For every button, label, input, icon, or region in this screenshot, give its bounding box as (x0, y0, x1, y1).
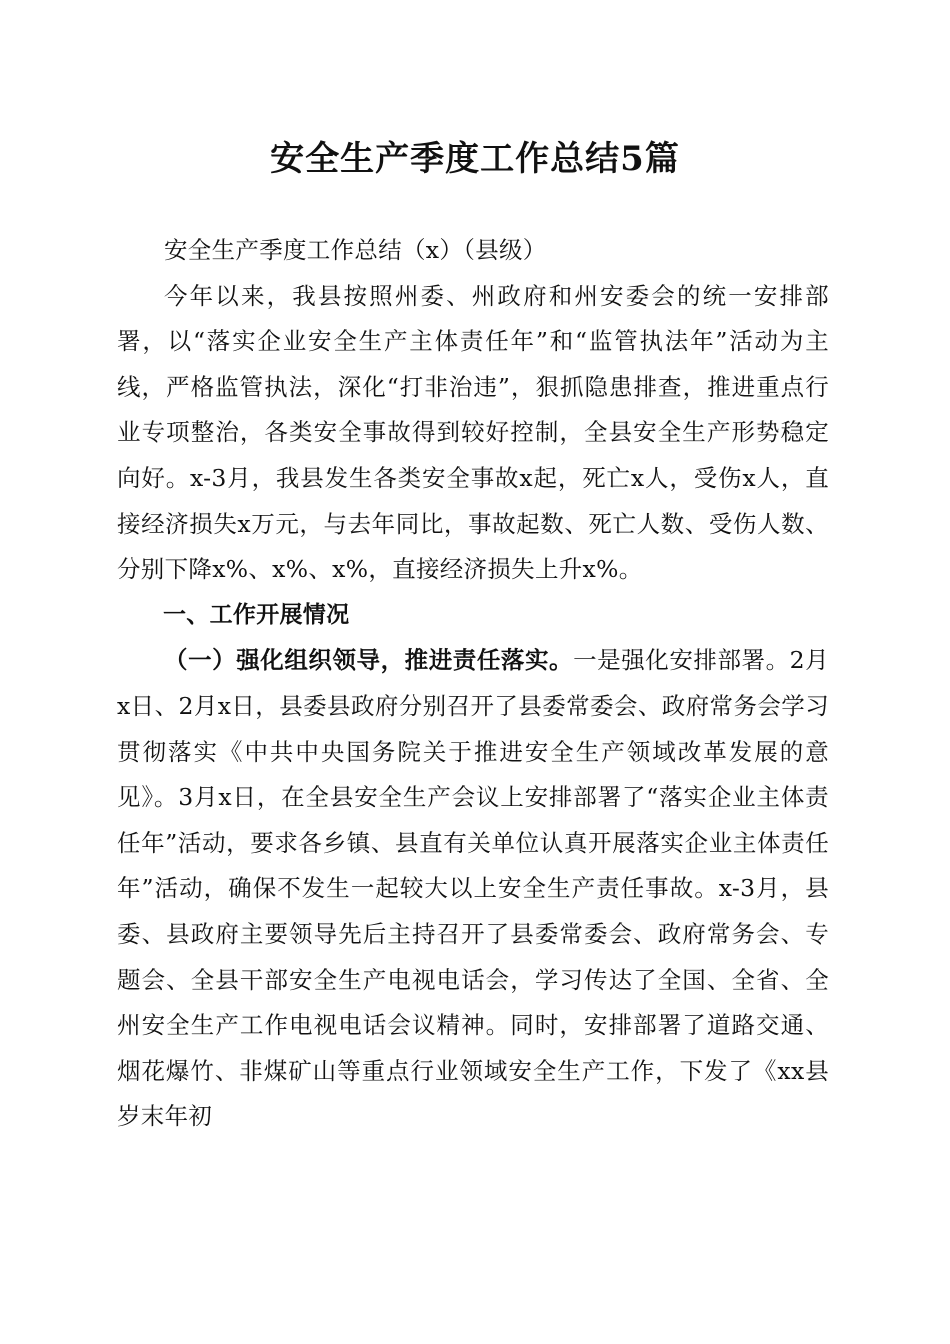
paragraph-section1-sub1 (117, 638, 829, 1140)
document-title: 安全生产季度工作总结5篇 (270, 139, 680, 179)
section-heading: 一、工作开展情况 (163, 601, 350, 628)
document-subtitle: 安全生产季度工作总结（x）（县级） (164, 236, 547, 264)
subsection-heading: （一）强化组织领导，推进责任落实。 (164, 646, 574, 675)
document-body (117, 228, 829, 1140)
paragraph-intro: 今年以来，我县按照州委、州政府和州安委会的统一安排部署，以“落实企业安全生产主体责任年”和“监管执法年”活动为主线，严格监管执法，深化“打非治违”，狠抓隐患排查，推进重点行业专项整治，各类安全事故得到较好控制，全县安全生产形势稳定向好。x-3月，我县发生各类安全事故x起，死亡x人，受伤x人，直接经济损失x万元，与去年同比，事故起数、死亡人数、受伤人数、分别下降x%、x%、x%，直接经济损失上升x%。 (117, 281, 829, 584)
subsection-text: 一是强化安排部署。2月x日、2月x日，县委县政府分别召开了县委常委会、政府常务会学习贯彻落实《中共中央国务院关于推进安全生产领域改革发展的意见》。3月x日，在全县安全生产会议上安排部署了“落实企业主体责任年”活动，要求各乡镇、县直有关单位认真开展落实企业主体责任年”活动，确保不发生一起较大以上安全生产责任事故。x-3月，县委、县政府主要领导先后主持召开了县委常委会、政府常务会、专题会、全县干部安全生产电视电话会，学习传达了全国、全省、全州安全生产工作电视电话会议精神。同时，安排部署了道路交通、烟花爆竹、非煤矿山等重点行业领域安全生产工作，下发了《xx县岁末年初 (117, 646, 829, 1131)
